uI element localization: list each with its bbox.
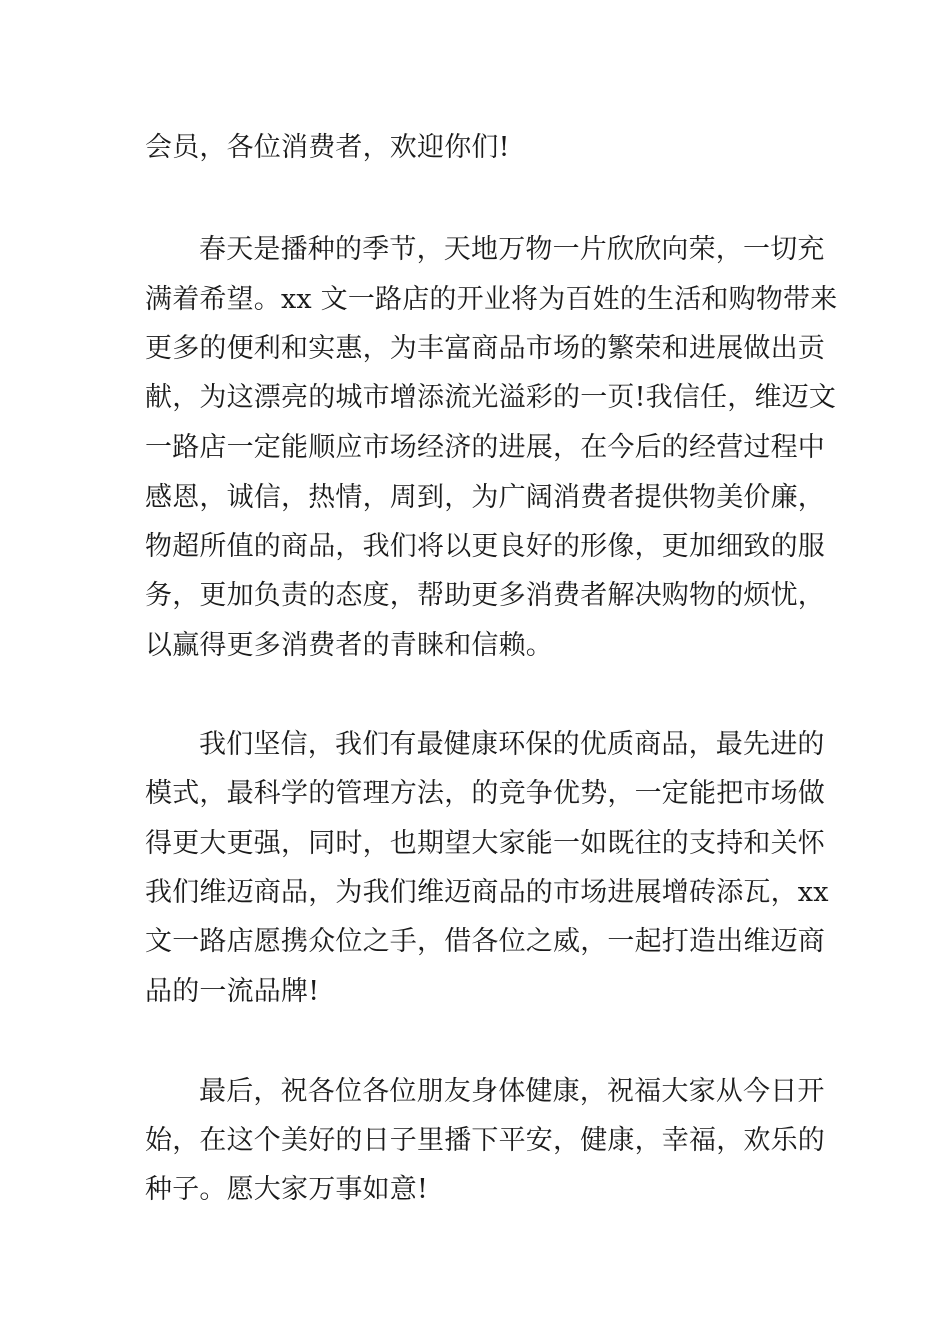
text-line: 献，为这漂亮的城市增添流光溢彩的一页!我信任，维迈文	[145, 382, 837, 413]
text-line: 品的一流品牌!	[145, 976, 320, 1007]
text-line: 一路店一定能顺应市场经济的进展，在今后的经营过程中	[145, 432, 825, 463]
text-line: 始，在这个美好的日子里播下平安，健康，幸福，欢乐的	[145, 1125, 825, 1156]
text-line: 种子。愿大家万事如意!	[145, 1174, 429, 1205]
text-line: 会员，各位消费者，欢迎你们!	[145, 132, 510, 163]
text-line: 模式，最科学的管理方法，的竞争优势，一定能把市场做	[145, 778, 825, 809]
text-line: 务，更加负责的态度，帮助更多消费者解决购物的烦忧，	[145, 580, 825, 611]
text-line: 得更大更强，同时，也期望大家能一如既往的支持和关怀	[145, 828, 825, 859]
text-line: 物超所值的商品，我们将以更良好的形像，更加细致的服	[145, 531, 825, 562]
text-line: 我们坚信，我们有最健康环保的优质商品，最先进的	[199, 729, 825, 760]
text-line: 以赢得更多消费者的青睐和信赖。	[145, 630, 553, 661]
text-line: 文一路店愿携众位之手，借各位之威，一起打造出维迈商	[145, 926, 825, 957]
text-line: 满着希望。xx 文一路店的开业将为百姓的生活和购物带来	[145, 284, 838, 315]
text-line: 最后，祝各位各位朋友身体健康，祝福大家从今日开	[199, 1076, 825, 1107]
text-line: 我们维迈商品，为我们维迈商品的市场进展增砖添瓦，xx	[145, 877, 829, 908]
text-line: 春天是播种的季节，天地万物一片欣欣向荣，一切充	[199, 234, 825, 265]
text-line: 感恩，诚信，热情，周到，为广阔消费者提供物美价廉，	[145, 482, 825, 513]
text-line: 更多的便利和实惠，为丰富商品市场的繁荣和进展做出贡	[145, 333, 825, 364]
